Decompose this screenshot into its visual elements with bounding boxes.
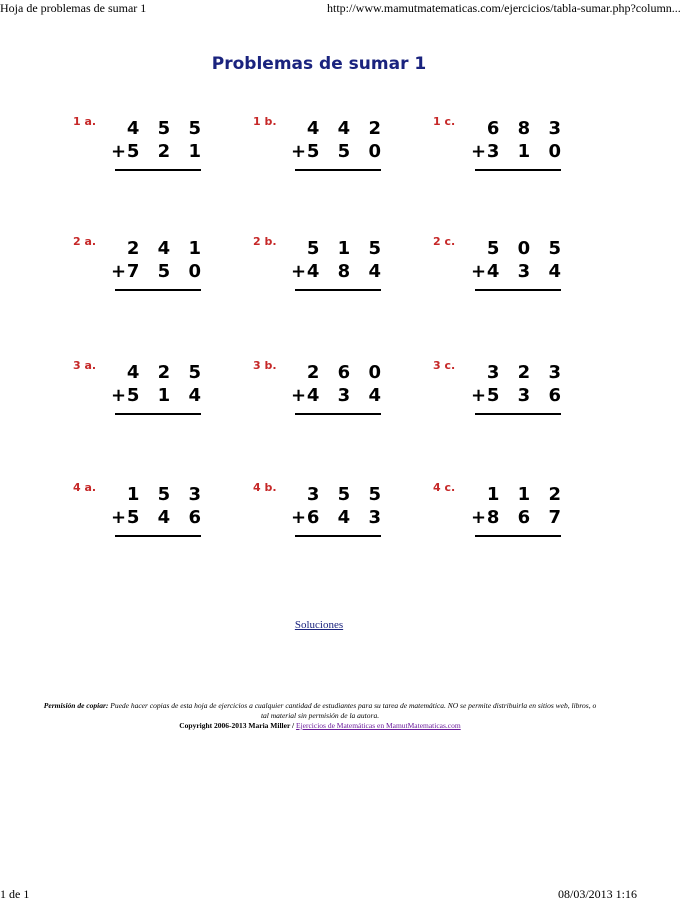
problem-label: 4 a. — [73, 481, 97, 494]
problem-label: 1 b. — [253, 115, 277, 128]
plus-sign: + — [471, 385, 487, 406]
plus-sign: + — [291, 385, 307, 406]
addition-problem — [433, 115, 593, 175]
addition-problem — [433, 359, 593, 419]
addition-problem — [73, 115, 233, 175]
problem-label: 2 b. — [253, 235, 277, 248]
addend-top: 4 4 2 — [306, 118, 387, 139]
plus-sign: + — [471, 141, 487, 162]
addition-problem — [433, 481, 593, 541]
sum-line — [115, 413, 201, 415]
plus-sign: + — [471, 261, 487, 282]
problem-label: 3 c. — [433, 359, 456, 372]
addend-top: 1 1 2 — [486, 484, 567, 505]
addition-problem — [433, 235, 593, 295]
addend-bottom: 6 4 3 — [306, 507, 387, 528]
addend-bottom: 5 1 4 — [126, 385, 207, 406]
addition-problem — [253, 481, 413, 541]
copyright-text: Copyright 2006-2013 Maria Miller / — [179, 721, 295, 730]
addend-top: 5 1 5 — [306, 238, 387, 259]
addend-bottom: 4 8 4 — [306, 261, 387, 282]
print-datetime: 08/03/2013 1:16 — [557, 887, 637, 901]
problem-label: 4 b. — [253, 481, 277, 494]
addend-bottom: 5 5 0 — [306, 141, 387, 162]
addend-top: 2 4 1 — [126, 238, 207, 259]
addition-problem — [73, 359, 233, 419]
sum-line — [295, 169, 381, 171]
sum-line — [475, 289, 561, 291]
addend-bottom: 4 3 4 — [486, 261, 567, 282]
addition-problem — [73, 481, 233, 541]
solutions-link[interactable]: Soluciones — [294, 619, 344, 631]
addend-top: 4 2 5 — [126, 362, 207, 383]
page-title: Problemas de sumar 1 — [211, 54, 427, 74]
browser-url: http://www.mamutmatematicas.com/ejercicios/tabla-sumar.php?column... — [327, 1, 681, 15]
addend-bottom: 8 6 7 — [486, 507, 567, 528]
problem-label: 2 c. — [433, 235, 456, 248]
addend-bottom: 5 4 6 — [126, 507, 207, 528]
copyright-notice — [40, 701, 600, 731]
problem-label: 3 a. — [73, 359, 97, 372]
addend-top: 5 0 5 — [486, 238, 567, 259]
sum-line — [475, 169, 561, 171]
problem-label: 4 c. — [433, 481, 456, 494]
plus-sign: + — [291, 141, 307, 162]
addend-top: 1 5 3 — [126, 484, 207, 505]
addition-problem — [73, 235, 233, 295]
problem-label: 3 b. — [253, 359, 277, 372]
plus-sign: + — [291, 261, 307, 282]
sum-line — [475, 413, 561, 415]
problem-label: 1 a. — [73, 115, 97, 128]
addend-top: 3 2 3 — [486, 362, 567, 383]
plus-sign: + — [291, 507, 307, 528]
browser-page-title: Hoja de problemas de sumar 1 — [0, 1, 147, 15]
plus-sign: + — [471, 507, 487, 528]
addend-top: 6 8 3 — [486, 118, 567, 139]
sum-line — [115, 169, 201, 171]
permission-label: Permisión de copiar: — [43, 701, 109, 710]
copyright-link[interactable]: Ejercicios de Matemáticas en MamutMatematicas.com — [295, 721, 461, 730]
problem-label: 1 c. — [433, 115, 456, 128]
page-count: 1 de 1 — [0, 887, 30, 901]
plus-sign: + — [111, 507, 127, 528]
sum-line — [115, 535, 201, 537]
addend-bottom: 4 3 4 — [306, 385, 387, 406]
sum-line — [295, 413, 381, 415]
plus-sign: + — [111, 141, 127, 162]
addition-problem — [253, 115, 413, 175]
sum-line — [295, 535, 381, 537]
addition-problem — [253, 235, 413, 295]
sum-line — [115, 289, 201, 291]
addend-top: 2 6 0 — [306, 362, 387, 383]
plus-sign: + — [111, 385, 127, 406]
sum-line — [295, 289, 381, 291]
permission-text: Puede hacer copias de esta hoja de ejercicios a cualquier cantidad de estudiantes para su tarea de matemática. NO se permite distribuirla en sitios web, libros, o tal material sin permisión de la autora. — [110, 701, 597, 720]
addition-problem — [253, 359, 413, 419]
addend-bottom: 3 1 0 — [486, 141, 567, 162]
addend-bottom: 7 5 0 — [126, 261, 207, 282]
addend-bottom: 5 3 6 — [486, 385, 567, 406]
addend-bottom: 5 2 1 — [126, 141, 207, 162]
addend-top: 4 5 5 — [126, 118, 207, 139]
plus-sign: + — [111, 261, 127, 282]
sum-line — [475, 535, 561, 537]
problem-label: 2 a. — [73, 235, 97, 248]
addend-top: 3 5 5 — [306, 484, 387, 505]
